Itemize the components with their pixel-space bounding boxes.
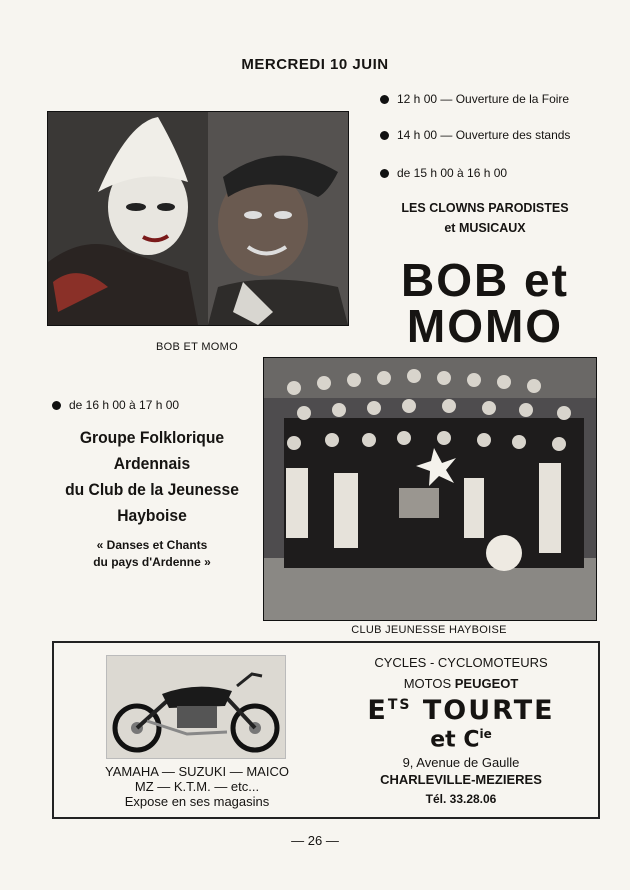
brands-line: MZ — K.T.M. — etc... [134, 779, 260, 794]
page-number: — 26 — [291, 833, 339, 848]
address: 9, Avenue de Gaulle [402, 755, 520, 770]
advertisement-box [52, 641, 600, 819]
et-cie: et $C^{ie}$ [430, 727, 492, 753]
folklore-block: Groupe Folklorique Ardennais du Club de la Jeunesse Hayboise « Danses et Chants du pays d'Ardenne » [65, 428, 239, 569]
schedule-item: 12 h 00 — Ouverture de la Foire [380, 91, 590, 107]
brands-line: YAMAHA — SUZUKI — MAICO [105, 764, 289, 779]
schedule-item: de 15 h 00 à 16 h 00 [380, 165, 590, 181]
bullet-icon [380, 95, 389, 104]
motorcycle-photo [106, 655, 286, 759]
bob-name: BOB et [401, 254, 569, 306]
schedule-item: de 16 h 00 à 17 h 00 [52, 397, 252, 413]
ad-line-cycles: CYCLES - CYCLOMOTEURS [374, 655, 548, 670]
telephone: Tél. 33.28.06 [425, 792, 497, 806]
ad-line-motos: MOTOS PEUGEOT [403, 676, 519, 691]
brands-line: Expose en ses magasins [124, 794, 270, 809]
schedule-item: 14 h 00 — Ouverture des stands [380, 127, 580, 143]
clowns-photo [47, 111, 349, 326]
bullet-icon [52, 401, 61, 410]
ets-tourte: $E^{TS}$ TOURTE [367, 695, 555, 726]
clowns-subtitle: LES CLOWNS PARODISTES et MUSICAUX [401, 201, 569, 235]
club-group-photo [263, 357, 597, 621]
photo1-caption: BOB ET MOMO [156, 341, 238, 353]
photo2-caption: CLUB JEUNESSE HAYBOISE [351, 624, 507, 636]
city: CHARLEVILLE-MEZIERES [380, 772, 542, 787]
bullet-icon [380, 131, 389, 140]
momo-name: MOMO [406, 300, 564, 352]
page-title: MERCREDI 10 JUIN [241, 56, 389, 73]
bullet-icon [380, 169, 389, 178]
